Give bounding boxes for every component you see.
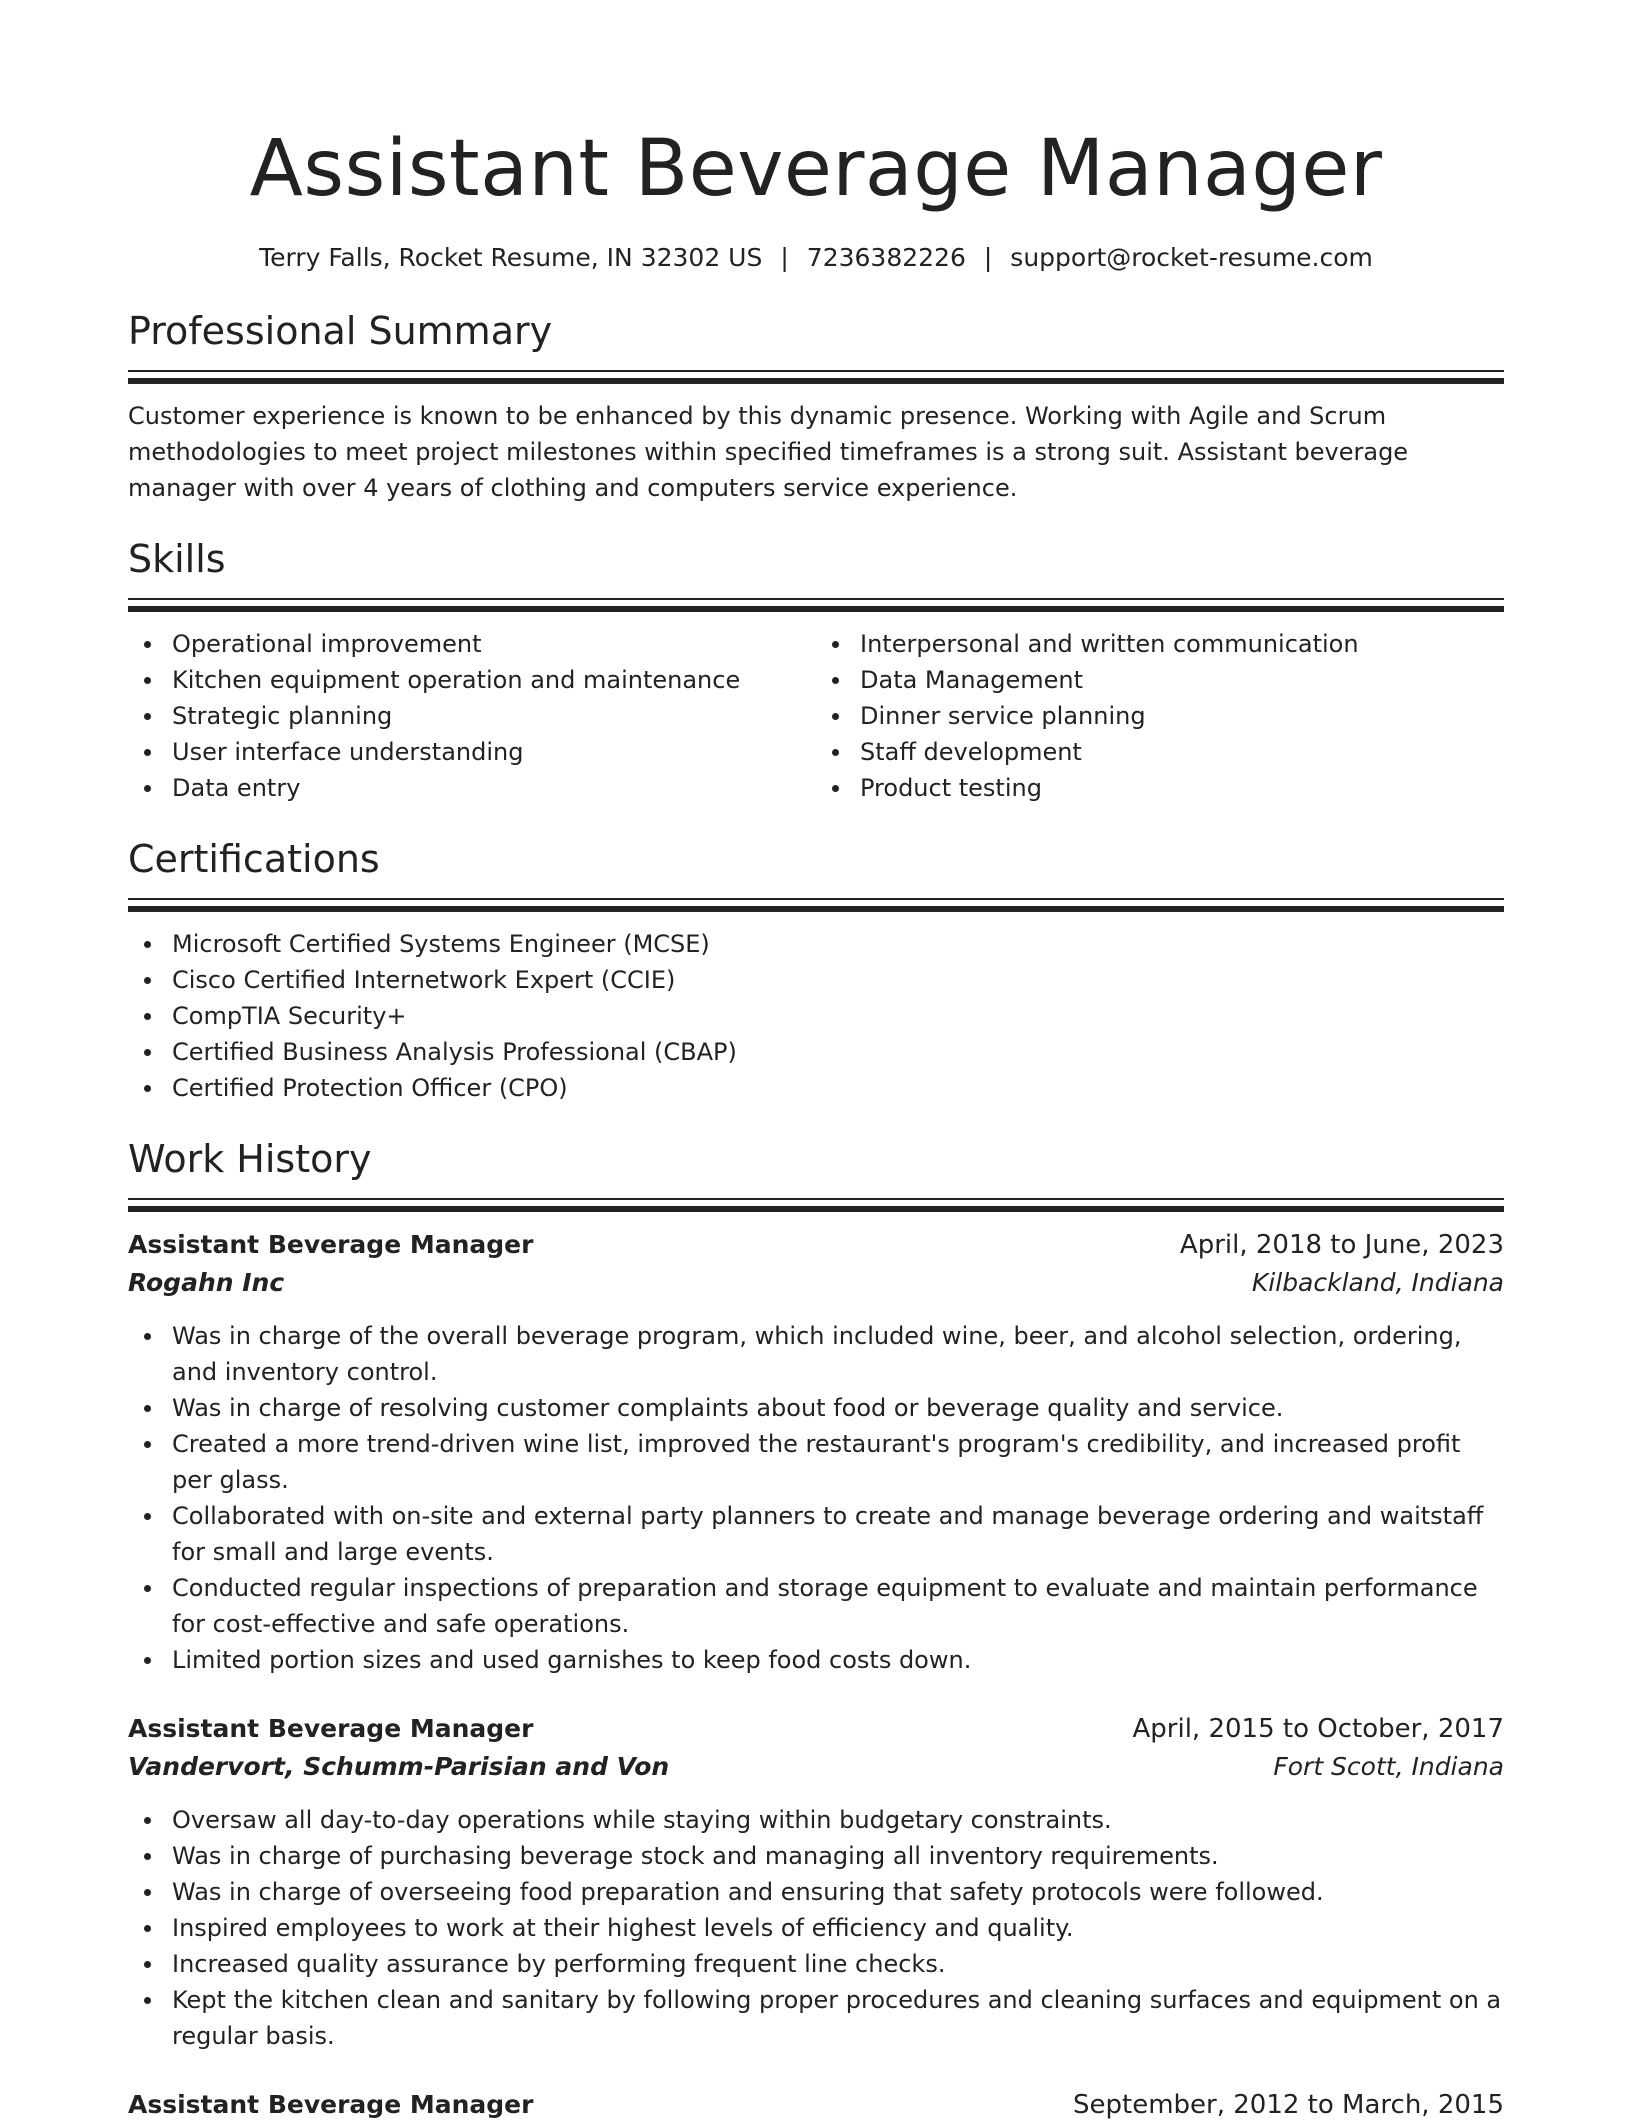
certification-item: Microsoft Certified Systems Engineer (MCSE)	[172, 926, 1504, 962]
job-bullet: Was in charge of resolving customer complaints about food or beverage quality and service.	[172, 1390, 1504, 1426]
skill-item: Data entry	[172, 770, 816, 806]
certification-item: Certified Business Analysis Professional (CBAP)	[172, 1034, 1504, 1070]
skills-list-right	[816, 626, 1504, 806]
job-bullet: Kept the kitchen clean and sanitary by following proper procedures and cleaning surfaces and equipment on a regular basis.	[172, 1982, 1504, 2054]
job-location: Kilbackland, Indiana	[1251, 1268, 1504, 1297]
job-bullet: Was in charge of overseeing food preparation and ensuring that safety protocols were followed.	[172, 1874, 1504, 1910]
skill-item: Interpersonal and written communication	[860, 626, 1504, 662]
contact-line	[128, 242, 1504, 274]
certifications-list	[128, 926, 1504, 1106]
section-divider	[128, 370, 1504, 384]
job-bullet: Conducted regular inspections of preparation and storage equipment to evaluate and maintain performance for cost-effective and safe operations.	[172, 1570, 1504, 1642]
job-title: Assistant Beverage Manager	[128, 1714, 534, 1743]
skill-item: Operational improvement	[172, 626, 816, 662]
job-entry	[128, 2086, 1504, 2124]
job-dates: April, 2018 to June, 2023	[1179, 1230, 1504, 1260]
certification-item: CompTIA Security+	[172, 998, 1504, 1034]
job-dates: September, 2012 to March, 2015	[1073, 2090, 1504, 2120]
resume-title: Assistant Beverage Manager	[249, 124, 1383, 214]
job-company: Vandervort, Schumm-Parisian and Von	[128, 1752, 670, 1781]
skill-item: Data Management	[860, 662, 1504, 698]
skill-item: Product testing	[860, 770, 1504, 806]
job-bullet: Limited portion sizes and used garnishes to keep food costs down.	[172, 1642, 1504, 1678]
job-bullet: Inspired employees to work at their highest levels of efficiency and quality.	[172, 1910, 1504, 1946]
job-bullet-list	[128, 1318, 1504, 1678]
certifications-section	[128, 836, 1504, 1106]
section-divider	[128, 598, 1504, 612]
job-location: Fort Scott, Indiana	[1273, 1752, 1504, 1781]
skills-list-left	[128, 626, 816, 806]
job-title: Assistant Beverage Manager	[128, 1230, 534, 1259]
work-history-section	[128, 1136, 1504, 2124]
contact-email: support@rocket-resume.com	[1010, 243, 1373, 272]
certification-item: Certified Protection Officer (CPO)	[172, 1070, 1504, 1106]
certification-item: Cisco Certified Internetwork Expert (CCIE)	[172, 962, 1504, 998]
contact-separator: |	[780, 243, 789, 272]
resume-page	[128, 0, 1504, 2124]
skill-item: User interface understanding	[172, 734, 816, 770]
job-bullet: Was in charge of the overall beverage program, which included wine, beer, and alcohol selection, ordering, and inventory control.	[172, 1318, 1504, 1390]
job-entry	[128, 1710, 1504, 2054]
skill-item: Strategic planning	[172, 698, 816, 734]
section-title-certifications: Certifications	[128, 837, 380, 881]
section-title-work-history: Work History	[128, 1137, 372, 1181]
section-divider	[128, 1198, 1504, 1212]
job-bullet-list	[128, 1802, 1504, 2054]
skills-section	[128, 536, 1504, 806]
contact-address: Terry Falls, Rocket Resume, IN 32302 US	[259, 243, 763, 272]
skill-item: Dinner service planning	[860, 698, 1504, 734]
summary-section	[128, 308, 1504, 506]
job-bullet: Collaborated with on-site and external party planners to create and manage beverage ordering and waitstaff for small and large events.	[172, 1498, 1504, 1570]
section-title-summary: Professional Summary	[128, 309, 553, 353]
summary-text: Customer experience is known to be enhanced by this dynamic presence. Working with Agile and Scrum methodologies to meet project milestones within specified timeframes is a strong suit. Assistant beverage manager with over 4 years of clothing and computers service experience.	[128, 402, 1409, 502]
skill-item: Kitchen equipment operation and maintenance	[172, 662, 816, 698]
skill-item: Staff development	[860, 734, 1504, 770]
job-bullet: Increased quality assurance by performing frequent line checks.	[172, 1946, 1504, 1982]
section-title-skills: Skills	[128, 537, 226, 581]
job-title: Assistant Beverage Manager	[128, 2090, 534, 2119]
section-divider	[128, 898, 1504, 912]
job-dates: April, 2015 to October, 2017	[1132, 1714, 1504, 1744]
contact-separator: |	[983, 243, 993, 272]
contact-phone: 7236382226	[806, 243, 966, 272]
job-entry	[128, 1226, 1504, 1678]
job-bullet: Was in charge of purchasing beverage stock and managing all inventory requirements.	[172, 1838, 1504, 1874]
job-bullet: Created a more trend-driven wine list, improved the restaurant's program's credibility, and increased profit per glass.	[172, 1426, 1504, 1498]
job-bullet: Oversaw all day-to-day operations while staying within budgetary constraints.	[172, 1802, 1504, 1838]
job-company: Rogahn Inc	[128, 1268, 285, 1297]
